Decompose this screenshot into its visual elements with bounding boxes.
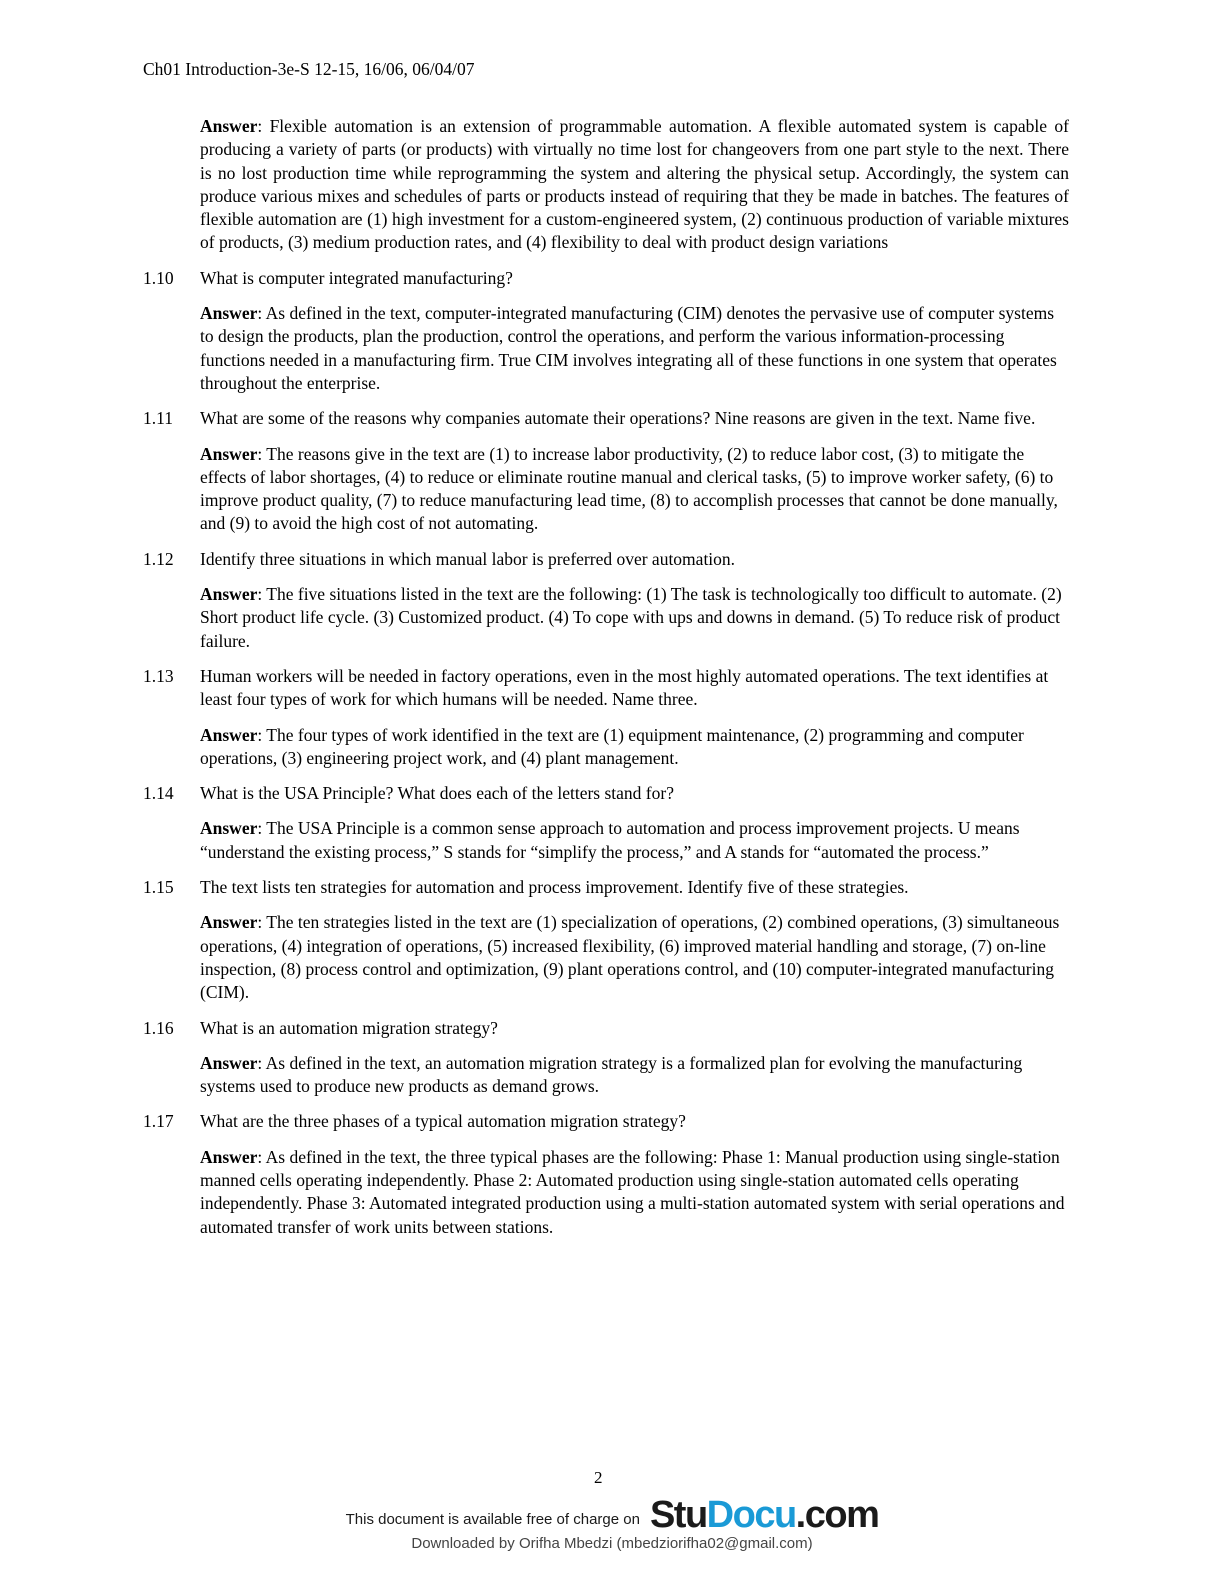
question-number: 1.12 bbox=[143, 548, 174, 569]
question-item bbox=[143, 1017, 1069, 1099]
question-row bbox=[143, 267, 1069, 290]
question-row bbox=[143, 782, 1069, 805]
downloaded-by-text: Downloaded by Orifha Mbedzi (mbedziorifha02@gmail.com) bbox=[411, 1535, 813, 1552]
answer-text: : As defined in the text, the three typical phases are the following: Phase 1: Manual production using single-station manned cells operating independently. Phase 2: Automated production using single-station automated cells operating independently. Phase 3: Automated integrated production using a multi-station automated system with serial operations and automated transfer of work units between stations. bbox=[200, 1146, 1065, 1237]
question-row bbox=[143, 665, 1069, 712]
page-header: Ch01 Introduction-3e-S 12-15, 16/06, 06/04/07 bbox=[143, 59, 475, 79]
question-number: 1.13 bbox=[143, 665, 174, 686]
answer-label: Answer bbox=[200, 584, 258, 605]
question-text: What is the USA Principle? What does each of the letters stand for? bbox=[200, 783, 674, 804]
answer-label: Answer bbox=[200, 724, 258, 745]
question-item bbox=[143, 876, 1069, 1004]
question-row bbox=[143, 407, 1069, 430]
availability-text: This document is available free of charge on bbox=[345, 1511, 640, 1528]
question-item bbox=[143, 548, 1069, 653]
question-number: 1.17 bbox=[143, 1111, 174, 1132]
question-text: What are some of the reasons why companies automate their operations? Nine reasons are given in the text. Name five. bbox=[200, 408, 1036, 429]
answer-paragraph bbox=[200, 115, 1069, 255]
question-number: 1.14 bbox=[143, 783, 174, 804]
question-item bbox=[143, 782, 1069, 864]
answer-text: : The reasons give in the text are (1) to increase labor productivity, (2) to reduce labor cost, (3) to mitigate the effects of labor shortages, (4) to reduce or eliminate routine manual and clerical tasks, (5) to improve worker safety, (6) to improve product quality, (7) to reduce manufacturing lead time, (8) to accomplish processes that cannot be done manually, and (9) to avoid the high cost of not automating. bbox=[200, 443, 1058, 534]
answer-text: : The USA Principle is a common sense approach to automation and process improvement projects. U means “understand the existing process,” S stands for “simplify the process,” and A stands for “automated the process.” bbox=[200, 818, 1020, 862]
question-text: What are the three phases of a typical automation migration strategy? bbox=[200, 1111, 686, 1132]
question-text: Identify three situations in which manual labor is preferred over automation. bbox=[200, 548, 736, 569]
answer-text: : Flexible automation is an extension of programmable automation. A flexible automated system is capable of producing a variety of parts (or products) with virtually no time lost for changeovers from one part style to the next. There is no lost production time while reprogramming the system and altering the physical setup. Accordingly, the system can produce various mixes and schedules of parts or products instead of requiring that they be made in batches. The features of flexible automation are (1) high investment for a custom-engineered system, (2) continuous production of variable mixtures of products, (3) medium production rates, and (4) flexibility to deal with product design variations bbox=[200, 116, 1069, 253]
answer-paragraph bbox=[200, 1052, 1069, 1099]
question-row bbox=[143, 876, 1069, 899]
answer-paragraph bbox=[200, 302, 1069, 395]
studocu-footer bbox=[0, 1494, 1224, 1537]
answer-paragraph bbox=[200, 1146, 1069, 1239]
question-row bbox=[143, 548, 1069, 571]
question-number: 1.15 bbox=[143, 877, 174, 898]
document-content bbox=[143, 115, 1069, 1239]
answer-text: : The ten strategies listed in the text are (1) specialization of operations, (2) combined operations, (3) simultaneous operations, (4) integration of operations, (5) increased flexibility, (6) improved material handling and storage, (7) on-line inspection, (8) process control and optimization, (9) plant operations control, and (10) computer-integrated manufacturing (CIM). bbox=[200, 912, 1060, 1003]
answer-label: Answer bbox=[200, 1146, 258, 1167]
answer-text: : The four types of work identified in the text are (1) equipment maintenance, (2) programming and computer operations, (3) engineering project work, and (4) plant management. bbox=[200, 724, 1024, 768]
studocu-logo-link[interactable] bbox=[650, 1494, 878, 1537]
question-row bbox=[143, 1110, 1069, 1133]
answer-paragraph bbox=[200, 817, 1069, 864]
answer-label: Answer bbox=[200, 912, 258, 933]
question-text: The text lists ten strategies for automation and process improvement. Identify five of these strategies. bbox=[200, 877, 909, 898]
brand-docu: Docu bbox=[706, 1494, 796, 1536]
question-item bbox=[143, 1110, 1069, 1238]
page-number: 2 bbox=[594, 1468, 603, 1487]
answer-label: Answer bbox=[200, 818, 258, 839]
question-row bbox=[143, 1017, 1069, 1040]
answer-label: Answer bbox=[200, 116, 258, 136]
brand-com: .com bbox=[795, 1494, 879, 1536]
answer-paragraph bbox=[200, 443, 1069, 536]
question-number: 1.11 bbox=[143, 408, 173, 429]
brand-stu: Stu bbox=[649, 1494, 707, 1536]
question-text: What is an automation migration strategy? bbox=[200, 1017, 498, 1038]
answer-label: Answer bbox=[200, 1052, 258, 1073]
question-number: 1.10 bbox=[143, 267, 174, 288]
answer-text: : The five situations listed in the text are the following: (1) The task is technologically too difficult to automate. (2) Short product life cycle. (3) Customized product. (4) To cope with ups and downs in demand. (5) To reduce risk of product failure. bbox=[200, 584, 1062, 651]
question-text: What is computer integrated manufacturing? bbox=[200, 267, 513, 288]
answer-paragraph bbox=[200, 911, 1069, 1004]
question-item bbox=[143, 407, 1069, 535]
answer-text: : As defined in the text, computer-integrated manufacturing (CIM) denotes the pervasive use of computer systems to design the products, plan the production, control the operations, and perform the various information-processing functions needed in a manufacturing firm. True CIM involves integrating all of these functions in one system that operates throughout the enterprise. bbox=[200, 303, 1057, 393]
question-text: Human workers will be needed in factory operations, even in the most highly automated operations. The text identifies at least four types of work for which humans will be needed. Name three. bbox=[200, 665, 1049, 710]
answer-text: : As defined in the text, an automation migration strategy is a formalized plan for evolving the manufacturing systems used to produce new products as demand grows. bbox=[200, 1052, 1023, 1097]
answer-paragraph bbox=[200, 583, 1069, 653]
question-item bbox=[143, 665, 1069, 770]
answer-label: Answer bbox=[200, 303, 258, 324]
question-item bbox=[143, 267, 1069, 395]
answer-paragraph bbox=[200, 724, 1069, 771]
question-number: 1.16 bbox=[143, 1017, 174, 1038]
answer-label: Answer bbox=[200, 443, 258, 464]
